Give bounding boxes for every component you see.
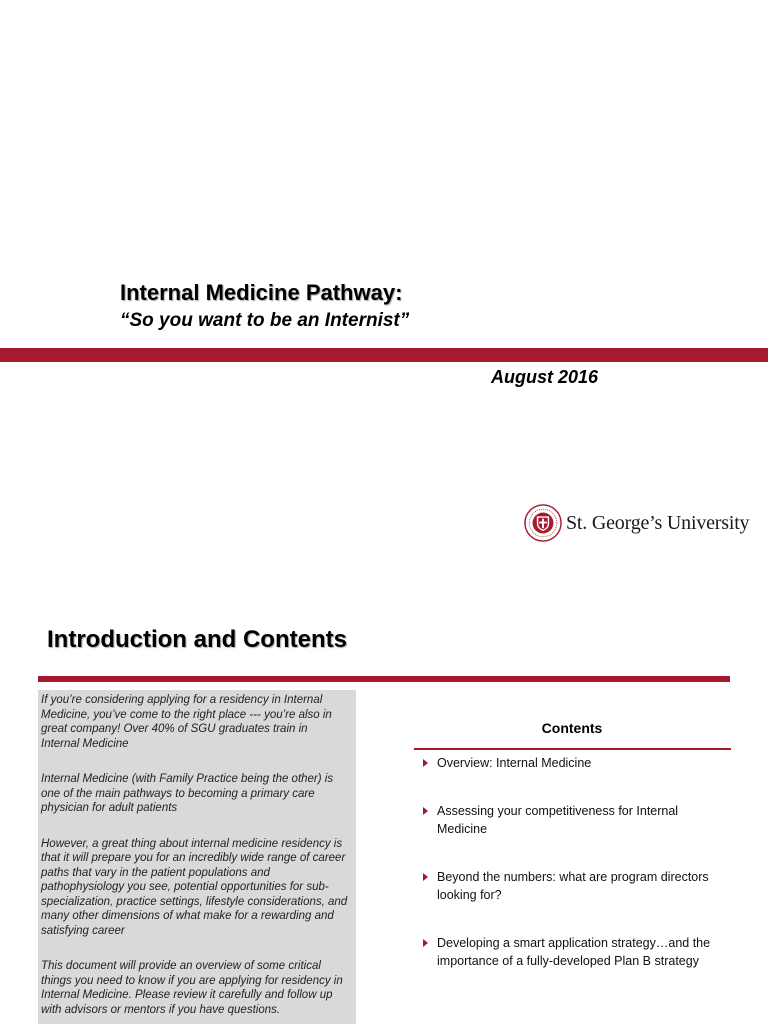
bullet-arrow-icon bbox=[423, 873, 428, 881]
contents-list bbox=[420, 754, 720, 1000]
title-divider-bar bbox=[0, 348, 768, 362]
intro-paragraph-2: Internal Medicine (with Family Practice being the other) is one of the main pathways to becoming a primary care physician for adult patients bbox=[41, 773, 334, 814]
university-name: St. George’s University bbox=[566, 511, 750, 534]
slide-title: Internal Medicine Pathway: bbox=[120, 280, 403, 305]
intro-panel bbox=[38, 690, 356, 1024]
contents-item-label: Developing a smart application strategy…and the importance of a fully-developed Plan B strategy bbox=[437, 936, 711, 968]
contents-heading: Contents bbox=[541, 720, 603, 736]
university-logo bbox=[524, 503, 749, 543]
bullet-arrow-icon bbox=[423, 759, 428, 767]
contents-item bbox=[420, 754, 720, 772]
bullet-arrow-icon bbox=[423, 939, 428, 947]
contents-rule bbox=[414, 748, 731, 750]
contents-item-label: Assessing your competitiveness for Internal Medicine bbox=[437, 804, 679, 836]
slide-date: August 2016 bbox=[491, 367, 599, 387]
section-title: Introduction and Contents bbox=[47, 626, 347, 653]
intro-paragraph-1: If you’re considering applying for a residency in Internal Medicine, you’ve come to the right place --- you’re also in great company! Over 40% of SGU graduates train in Internal Medicine bbox=[41, 694, 332, 750]
bullet-arrow-icon bbox=[423, 807, 428, 815]
contents-item-label: Overview: Internal Medicine bbox=[437, 756, 592, 770]
contents-item bbox=[420, 802, 720, 838]
section-divider-bar bbox=[38, 676, 730, 682]
contents-item bbox=[420, 934, 720, 970]
contents-item-label: Beyond the numbers: what are program directors looking for? bbox=[437, 870, 709, 902]
intro-paragraph-3: However, a great thing about internal medicine residency is that it will prepare you for an incredibly wide range of career paths that vary in the patient populations and pathophysiology you see, potential opportunities for sub-specialization, practice settings, lifestyle considerations, and many other dimensions of what make for a rewarding and satisfying career bbox=[41, 837, 348, 937]
contents-item bbox=[420, 868, 720, 904]
intro-paragraph-4: This document will provide an overview of some critical things you need to know if you are applying for residency in Internal Medicine. Please review it carefully and follow up with advisors or mentors if you have questions. bbox=[41, 960, 343, 1016]
slide-subtitle: “So you want to be an Internist” bbox=[120, 310, 410, 331]
university-seal-icon bbox=[524, 504, 562, 542]
